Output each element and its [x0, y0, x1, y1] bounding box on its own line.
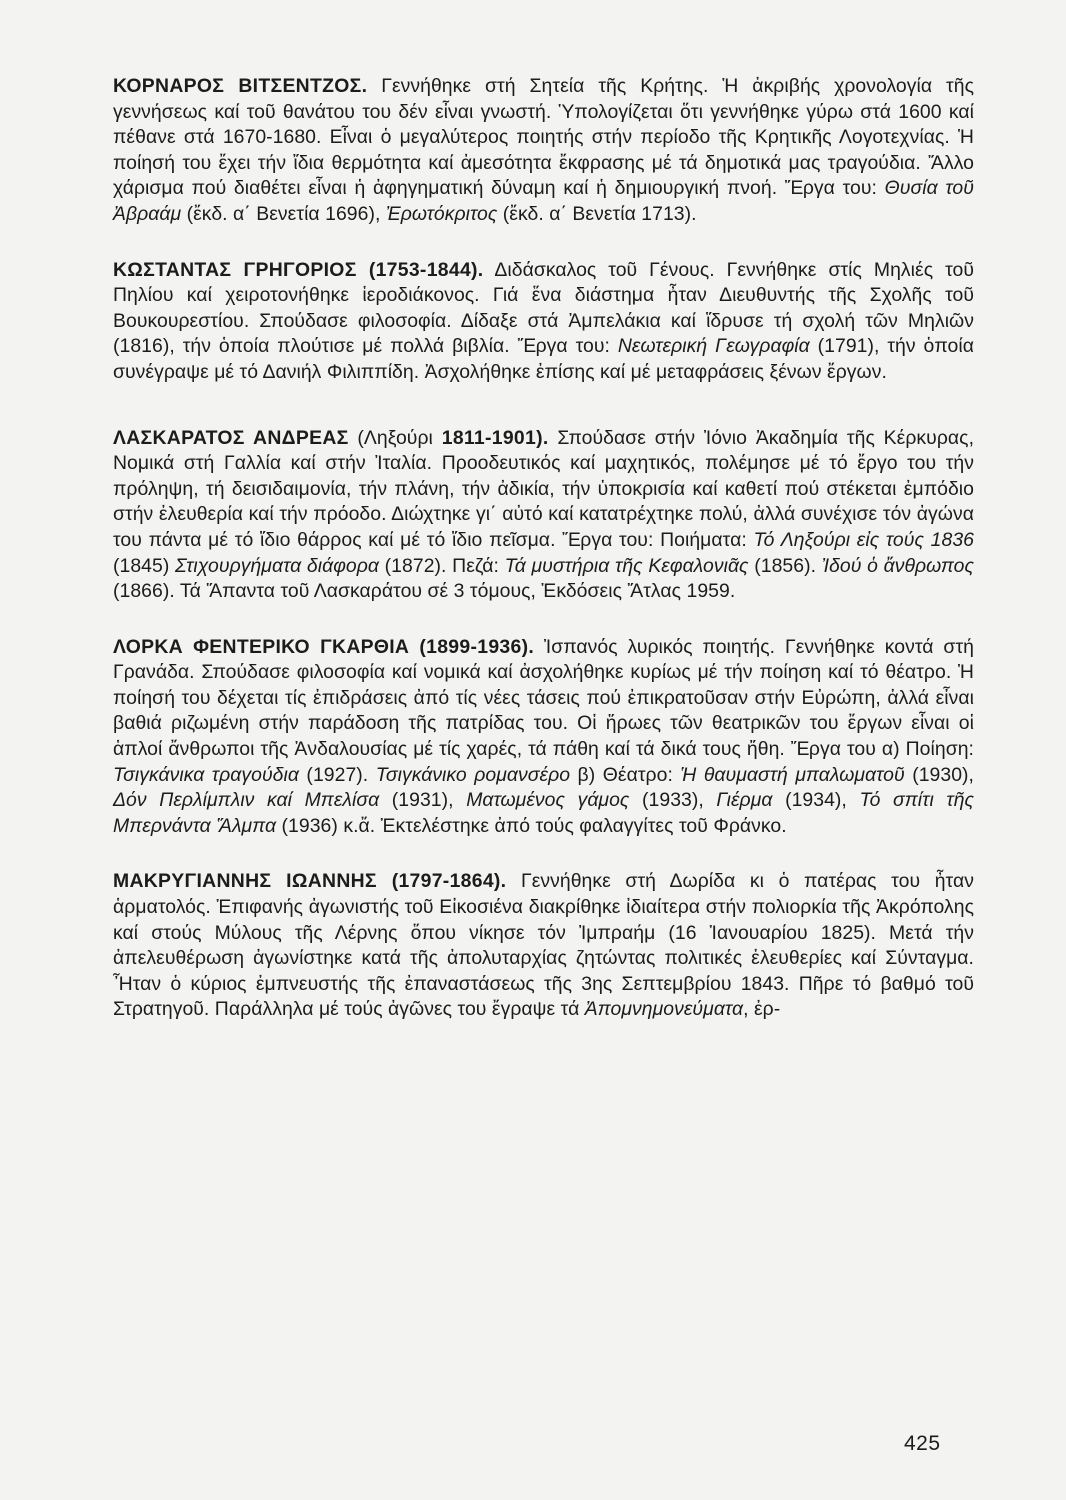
entry-laskaratos: ΛΑΣΚΑΡΑΤΟΣ ΑΝΔΡΕΑΣ (Ληξούρι 1811-1901). Σπούδασε στήν Ἰόνιο Ἀκαδημία τῆς Κέρκυρας, Νομικά στή Γαλλία καί στήν Ἰταλία. Προοδευτικός καί μαχητικός, πολέμησε μέ τό ἔργο του τήν πρόληψη, τή δεισιδαιμονία, τήν πλάνη, τήν ἀδικία, τήν ὑποκρισία καί καθετί πού στέκεται ἐμπόδιο στήν ἐλευθερία καί τήν πρόοδο. Διώχτηκε γι΄ αὐτό καί κατατρέχτηκε πολύ, ἀλλά συνέχισε τόν ἀγώνα του πάντα μέ τό ἴδιο θάρρος καί μέ τό ἴδιο πεῖσμα. Ἔργα του: Ποιήματα: Τό Ληξούρι εἰς τούς 1836 (1845) Στιχουργήματα διάφορα (1872). Πεζά: Τά μυστήρια τῆς Κεφαλονιᾶς (1856). Ἰδού ὁ ἄνθρωπος (1866). Τά Ἅπαντα τοῦ Λασκαράτου σέ 3 τόμους, Ἐκδόσεις Ἄτλας 1959.: [113, 426, 975, 603]
work-title: Τσιγκάνικο ρομανσέρο: [375, 763, 571, 786]
work-title: Γιέρμα: [716, 789, 773, 812]
work-title: Ματωμένος γάμος: [466, 789, 630, 812]
work-title: Στιχουργήματα διάφορα: [175, 554, 379, 577]
entry-heading: ΛΟΡΚΑ ΦΕΝΤΕΡΙΚΟ ΓΚΑΡΘΙΑ (1899-1936).: [113, 635, 535, 658]
work-title: Τό σπίτι τῆς Μπερνάντα Ἅλμπα: [113, 789, 975, 837]
page-number: 425: [904, 1432, 941, 1455]
work-title: Ἀπομνημονεύματα: [584, 998, 744, 1021]
entry-heading: ΚΩΣΤΑΝΤΑΣ ΓΡΗΓΟΡΙΟΣ (1753-1844).: [113, 258, 484, 281]
work-title: Ἰδού ὁ ἄνθρωπος: [821, 554, 974, 577]
work-title: Τσιγκάνικα τραγούδια: [113, 763, 299, 786]
entry-dates: 1811-1901).: [441, 426, 549, 449]
work-title: Δόν Περλίμπλιν καί Μπελίσα: [113, 789, 380, 812]
entry-makrygiannis: ΜΑΚΡΥΓΙΑΝΝΗΣ ΙΩΑΝΝΗΣ (1797-1864). Γεννήθηκε στή Δωρίδα κι ὁ πατέρας του ἦταν ἁρματολός. Ἐπιφανής ἀγωνιστής τοῦ Εἰκοσιένα διακρίθηκε ἰδιαίτερα στήν πολιορκία τῆς Ἀκρόπολης καί στούς Μύλους τῆς Λέρνης ὅπου νίκησε τόν Ἰμπραήμ (16 Ἰανουαρίου 1825). Μετά τήν ἀπελευθέρωση ἀγωνίστηκε κατά τῆς ἀπολυταρχίας ζητώντας πολιτικές ἐλευθερίες καί Σύνταγμα. Ἦταν ὁ κύριος ἐμπνευστής τῆς ἐπαναστάσεως τῆς 3ης Σεπτεμβρίου 1843. Πῆρε τό βαθμό τοῦ Στρατηγοῦ. Παράλληλα μέ τούς ἀγῶνες του ἔγραψε τά Ἀπομνημονεύματα, ἐρ-: [113, 870, 974, 1021]
work-title: Θυσία τοῦ Ἀβραάμ: [113, 177, 974, 225]
work-title: Ἐρωτόκριτος: [385, 202, 498, 225]
entry-place: (Ληξούρι: [348, 426, 442, 449]
work-title: Νεωτερική Γεωγραφία: [617, 335, 810, 358]
entry-kostantas: ΚΩΣΤΑΝΤΑΣ ΓΡΗΓΟΡΙΟΣ (1753-1844). Διδάσκαλος τοῦ Γένους. Γεννήθηκε στίς Μηλιές τοῦ Πηλίου καί χειροτονήθηκε ἱεροδιάκονος. Γιά ἕνα διάστημα ἦταν Διευθυντής τῆς Σχολῆς τοῦ Βουκουρεστίου. Σπούδασε φιλοσοφία. Δίδαξε στά Ἀμπελάκια καί ἵδρυσε τή σχολή τῶν Μηλιῶν (1816), τήν ὁποία πλούτισε μέ πολλά βιβλία. Ἔργα του: Νεωτερική Γεωγραφία (1791), τήν ὁποία συνέγραψε μέ τό Δανιήλ Φιλιππίδη. Ἀσχολήθηκε ἐπίσης καί μέ μεταφράσεις ξένων ἔργων.: [113, 258, 975, 383]
entry-heading: ΛΑΣΚΑΡΑΤΟΣ ΑΝΔΡΕΑΣ: [113, 426, 349, 449]
work-title: Ἡ θαυμαστή μπαλωματοῦ: [680, 763, 905, 786]
entry-heading: ΜΑΚΡΥΓΙΑΝΝΗΣ ΙΩΑΝΝΗΣ (1797-1864).: [113, 870, 507, 893]
entry-lorca: ΛΟΡΚΑ ΦΕΝΤΕΡΙΚΟ ΓΚΑΡΘΙΑ (1899-1936). Ἰσπανός λυρικός ποιητής. Γεννήθηκε κοντά στή Γρανάδα. Σπούδασε φιλοσοφία καί νομικά καί ἀσχολήθηκε κυρίως μέ τήν ποίηση καί τό θέατρο. Ἡ ποίησή του δέχεται τίς ἐπιδράσεις ἀπό τίς νέες τάσεις πού ἐπικρατοῦσαν στήν Εὐρώπη, ἀλλά εἶναι βαθιά ριζωμένη στήν παράδοση τῆς πατρίδας του. Οἱ ἥρωες τῶν θεατρικῶν του ἔργων εἶναι οἱ ἁπλοί ἄνθρωποι τῆς Ἀνδαλουσίας μέ τίς χαρές, τά πάθη καί τά δικά τους ἤθη. Ἔργα του α) Ποίηση: Τσιγκάνικα τραγούδια (1927). Τσιγκάνικο ρομανσέρο β) Θέατρο: Ἡ θαυμαστή μπαλωματοῦ (1930), Δόν Περλίμπλιν καί Μπελίσα (1931), Ματωμένος γάμος (1933), Γιέρμα (1934), Τό σπίτι τῆς Μπερνάντα Ἅλμπα (1936) κ.ἄ. Ἐκτελέστηκε ἀπό τούς φαλαγγίτες τοῦ Φράνκο.: [113, 635, 975, 837]
work-title: Τό Ληξούρι εἰς τούς 1836: [753, 528, 974, 551]
entry-heading: ΚΟΡΝΑΡΟΣ ΒΙΤΣΕΝΤΖΟΣ.: [113, 75, 368, 97]
work-title: Τά μυστήρια τῆς Κεφαλονιᾶς: [504, 554, 749, 577]
entry-kornaros: ΚΟΡΝΑΡΟΣ ΒΙΤΣΕΝΤΖΟΣ. Γεννήθηκε στή Σητεία τῆς Κρήτης. Ἡ ἀκριβής χρονολογία τῆς γεννήσεως καί τοῦ θανάτου του δέν εἶναι γνωστή. Ὑπολογίζεται ὅτι γεννήθηκε γύρω στά 1600 καί πέθανε στά 1670-1680. Εἶναι ὁ μεγαλύτερος ποιητής στήν περίοδο τῆς Κρητικῆς Λογοτεχνίας. Ἡ ποίησή του ἔχει τήν ἴδια θερμότητα καί ἀμεσότητα ἔκφρασης μέ τά δημοτικά μας τραγούδια. Ἄλλο χάρισμα πού διαθέτει εἶναι ἡ ἀφηγηματική δύναμη καί ἡ δημιουργική πνοή. Ἔργα του: Θυσία τοῦ Ἀβραάμ (ἔκδ. α΄ Βενετία 1696), Ἐρωτόκριτος (ἔκδ. α΄ Βενετία 1713).: [113, 75, 974, 225]
